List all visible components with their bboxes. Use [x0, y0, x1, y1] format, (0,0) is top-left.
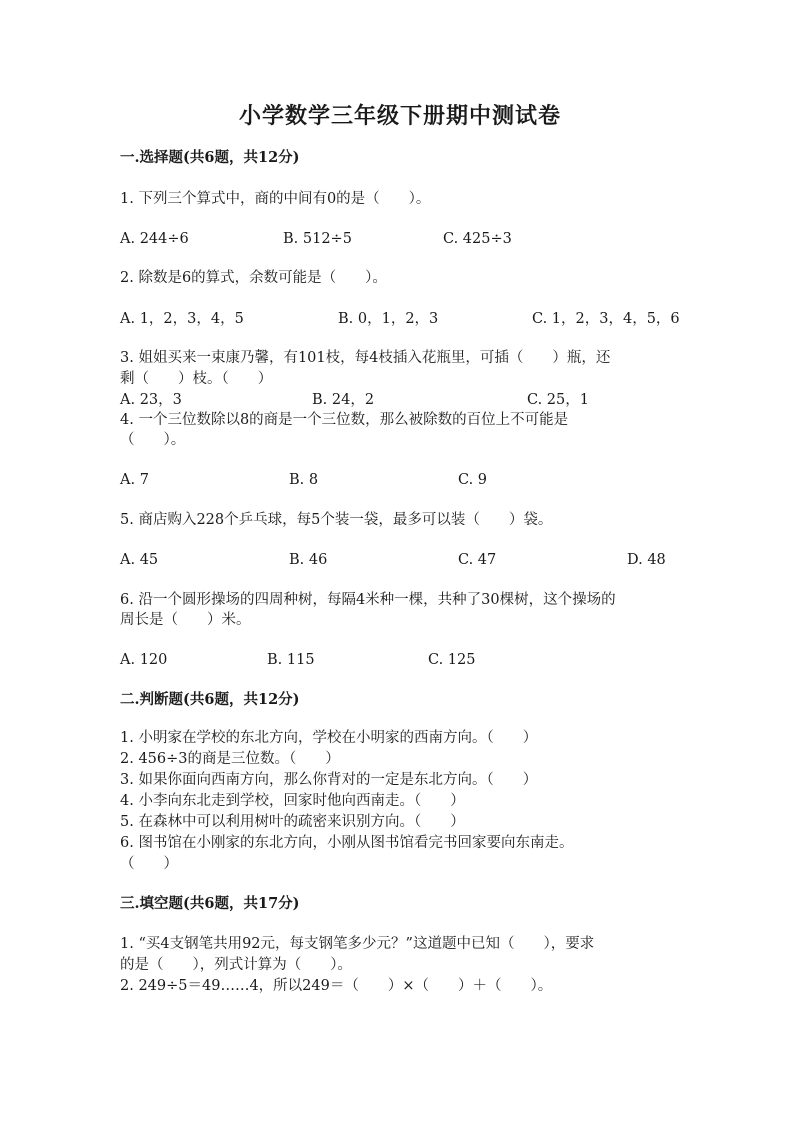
option-b: B. 0，1，2，3: [338, 311, 439, 327]
option-a: A. 1，2，3，4，5: [120, 311, 244, 327]
question-text: 3. 姐姐买来一束康乃馨，有101枝，每4枝插入花瓶里，可插（ ）瓶，还: [120, 350, 611, 366]
question-text: 6. 沿一个圆形操场的四周种树，每隔4米种一棵，共种了30棵树，这个操场的: [120, 592, 616, 608]
section-heading-fill: 三.填空题(共6题，共17分): [120, 895, 300, 912]
option-c: C. 25，1: [527, 392, 589, 408]
option-b: B. 8: [289, 472, 319, 488]
option-c: C. 1，2，3，4，5，6: [532, 311, 680, 327]
question-text: 2. 除数是6的算式，余数可能是（ ）。: [120, 270, 387, 286]
option-a: A. 244÷6: [120, 231, 189, 247]
judge-item: 5. 在森林中可以利用树叶的疏密来识别方向。（ ）: [120, 814, 465, 830]
judge-item: 2. 456÷3的商是三位数。（ ）: [120, 751, 340, 767]
option-c: C. 425÷3: [443, 231, 512, 247]
option-b: B. 512÷5: [283, 231, 352, 247]
judge-item-cont: （ ）: [120, 856, 178, 872]
option-c: C. 47: [458, 552, 497, 568]
judge-item: 1. 小明家在学校的东北方向，学校在小明家的西南方向。（ ）: [120, 730, 538, 746]
option-b: B. 24，2: [312, 392, 375, 408]
question-text-cont: 剩（ ）枝。（ ）: [120, 371, 273, 387]
fill-item: 1. “买4支钢笔共用92元，每支钢笔多少元？”这道题中已知（ ），要求: [120, 936, 595, 952]
option-d: D. 48: [627, 552, 666, 568]
question-text-cont: （ ）。: [120, 432, 186, 448]
question-text-cont: 周长是（ ）米。: [120, 612, 251, 628]
option-b: B. 115: [267, 652, 315, 668]
option-a: A. 7: [120, 472, 149, 488]
option-c: C. 9: [458, 472, 488, 488]
judge-item: 6. 图书馆在小刚家的东北方向，小刚从图书馆看完书回家要向东南走。: [120, 835, 574, 851]
option-a: A. 120: [120, 652, 168, 668]
judge-item: 4. 小李向东北走到学校，回家时他向西南走。（ ）: [120, 793, 465, 809]
option-a: A. 23，3: [120, 392, 182, 408]
fill-item-cont: 的是（ ），列式计算为（ ）。: [120, 957, 352, 973]
option-c: C. 125: [428, 652, 476, 668]
page-title: 小学数学三年级下册期中测试卷: [238, 103, 561, 129]
question-text: 4. 一个三位数除以8的商是一个三位数，那么被除数的百位上不可能是: [120, 412, 569, 428]
fill-item: 2. 249÷5＝49……4，所以249＝（ ）×（ ）＋（ ）。: [120, 978, 553, 994]
question-text: 1. 下列三个算式中，商的中间有0的是（ ）。: [120, 191, 431, 207]
section-heading-judge: 二.判断题(共6题，共12分): [120, 691, 300, 708]
judge-item: 3. 如果你面向西南方向，那么你背对的一定是东北方向。（ ）: [120, 772, 538, 788]
question-text: 5. 商店购入228个乒乓球，每5个装一袋，最多可以装（ ）袋。: [120, 512, 553, 528]
section-heading-choice: 一.选择题(共6题，共12分): [120, 149, 300, 166]
option-b: B. 46: [289, 552, 328, 568]
option-a: A. 45: [120, 552, 159, 568]
